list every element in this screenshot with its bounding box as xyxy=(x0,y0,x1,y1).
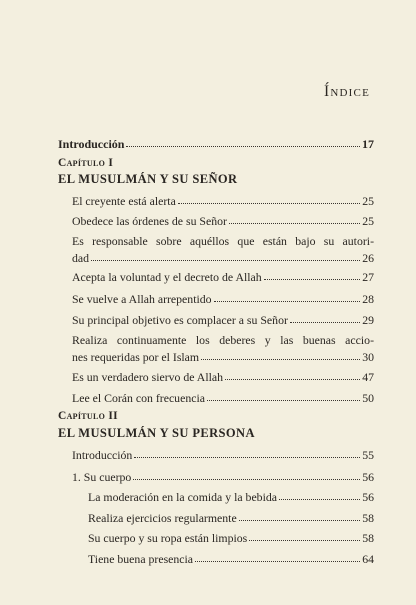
dot-leader xyxy=(239,511,361,521)
toc-entry[interactable] xyxy=(72,470,374,484)
toc-entry-label: Es responsable sobre aquéllos que están bajo su autori- xyxy=(72,234,374,248)
chapter-title: EL MUSULMÁN Y SU SEÑOR xyxy=(58,172,238,186)
dot-leader xyxy=(133,470,360,480)
dot-leader xyxy=(264,270,361,280)
toc-page-number: 29 xyxy=(362,313,374,327)
dot-leader xyxy=(214,292,361,302)
toc-page-number: 47 xyxy=(362,370,374,384)
dot-leader xyxy=(290,313,360,323)
toc-page-number: 56 xyxy=(362,470,374,484)
toc-entry-label: Es un verdadero siervo de Allah xyxy=(72,370,224,384)
toc-entry-label: Su cuerpo y su ropa están limpios xyxy=(88,531,248,545)
dot-leader xyxy=(207,391,360,401)
dot-leader xyxy=(178,194,360,204)
toc-page-number: 64 xyxy=(362,552,374,566)
toc-entry[interactable] xyxy=(88,531,374,545)
toc-entry[interactable] xyxy=(72,194,374,208)
dot-leader xyxy=(134,448,360,458)
toc-page-number: 58 xyxy=(362,511,374,525)
toc-entry-label: La moderación en la comida y la bebida xyxy=(88,490,277,504)
dot-leader xyxy=(279,490,360,500)
toc-entry-label-continued: dad xyxy=(72,251,90,265)
toc-entry[interactable] xyxy=(72,370,374,384)
toc-entry[interactable] xyxy=(72,332,374,366)
dot-leader xyxy=(126,137,360,147)
toc-entry-label: Se vuelve a Allah arrepentido xyxy=(72,292,212,306)
toc-entry[interactable] xyxy=(88,490,374,504)
toc-entry-label: Introducción xyxy=(58,137,125,151)
chapter-title: EL MUSULMÁN Y SU PERSONA xyxy=(58,426,255,440)
dot-leader xyxy=(195,552,360,562)
page-title: Índice xyxy=(324,83,370,100)
toc-entry[interactable] xyxy=(72,214,374,228)
toc-page-number: 50 xyxy=(362,391,374,405)
toc-entry-label: Su principal objetivo es complacer a su Señor xyxy=(72,313,288,327)
toc-entry-label: Obedece las órdenes de su Señor xyxy=(72,214,227,228)
toc-entry[interactable] xyxy=(72,313,374,327)
dot-leader xyxy=(225,370,360,380)
toc-entry[interactable] xyxy=(88,511,374,525)
toc-entry-label: Lee el Corán con frecuencia xyxy=(72,391,205,405)
toc-entry-label: Realiza ejercicios regularmente xyxy=(88,511,237,525)
toc-entry[interactable] xyxy=(72,292,374,306)
dot-leader xyxy=(229,214,360,224)
chapter-label: Capítulo II xyxy=(58,410,118,422)
toc-entry-label: 1. Su cuerpo xyxy=(72,470,132,484)
toc-entry-label: Realiza continuamente los deberes y las buenas accio- xyxy=(72,333,374,347)
toc-page-number: 28 xyxy=(362,292,374,306)
toc-entry-label: El creyente está alerta xyxy=(72,194,176,208)
toc-page-number: 26 xyxy=(362,251,374,265)
toc-entry[interactable] xyxy=(88,552,374,566)
toc-page-number: 25 xyxy=(362,214,374,228)
toc-entry-label: Introducción xyxy=(72,448,133,462)
toc-page-number: 58 xyxy=(362,531,374,545)
toc-entry[interactable] xyxy=(72,448,374,462)
toc-entry[interactable] xyxy=(72,233,374,267)
toc-entry-label: Acepta la voluntad y el decreto de Allah xyxy=(72,270,262,284)
chapter-label: Capítulo I xyxy=(58,157,114,169)
toc-page-number: 25 xyxy=(362,194,374,208)
toc-page-number: 30 xyxy=(362,350,374,364)
toc-entry-label: Tiene buena presencia xyxy=(88,552,194,566)
dot-leader xyxy=(249,531,360,541)
toc-entry-label-continued: nes requeridas por el Islam xyxy=(72,350,200,364)
toc-entry[interactable] xyxy=(72,391,374,405)
dot-leader xyxy=(91,251,360,261)
toc-page-number: 55 xyxy=(362,448,374,462)
toc-page-number: 27 xyxy=(362,270,374,284)
toc-page-number: 17 xyxy=(362,137,374,151)
toc-page-number: 56 xyxy=(362,490,374,504)
toc-entry-introduccion[interactable] xyxy=(58,137,374,151)
toc-entry[interactable] xyxy=(72,270,374,284)
dot-leader xyxy=(201,350,360,360)
